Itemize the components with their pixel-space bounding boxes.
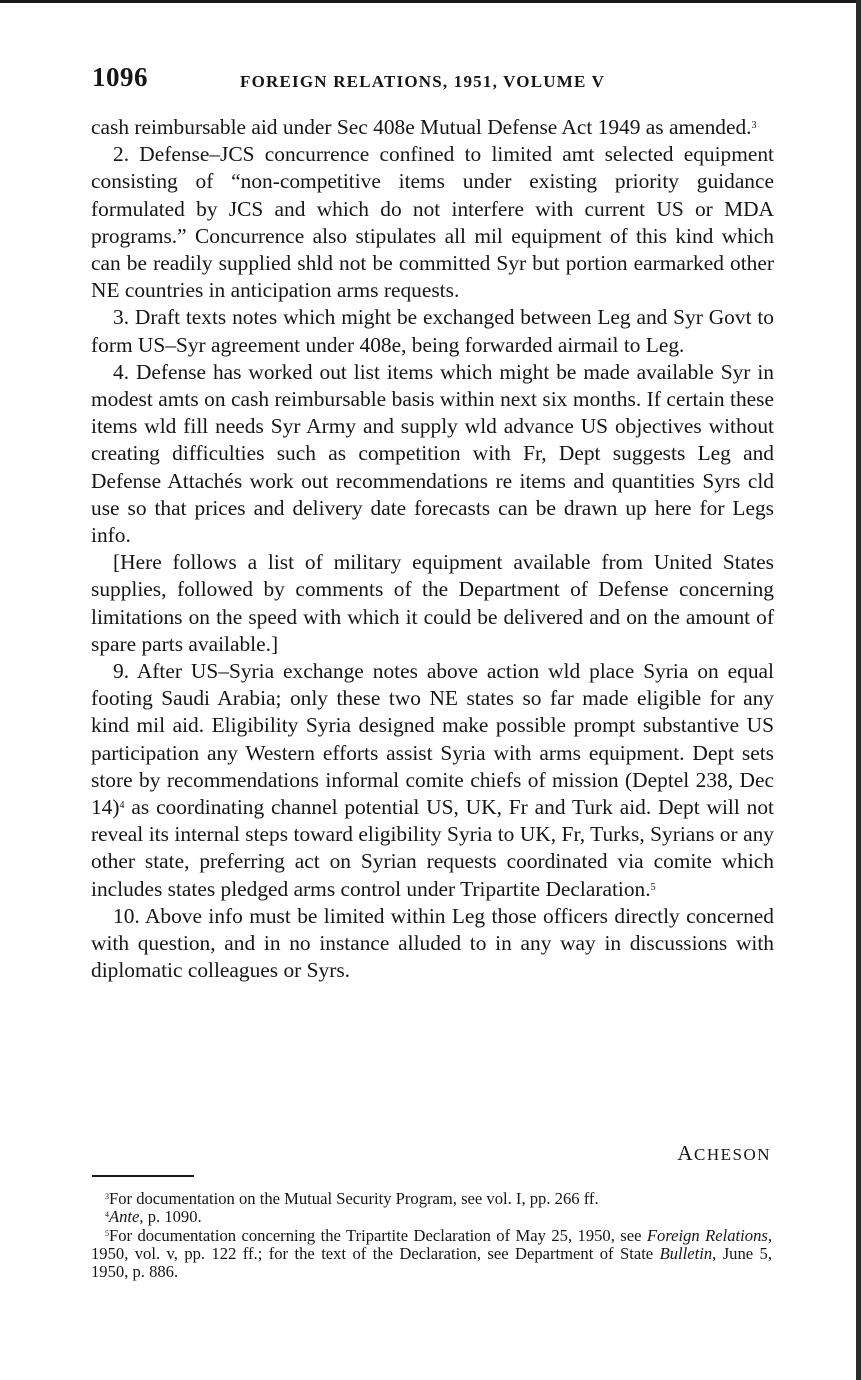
document-body bbox=[91, 114, 774, 985]
editorial-note-paragraph: [Here follows a list of military equipment available from United States supplies, followed by comments of the Department of Defense concerning limitations on the speed with which it could be delivered and on the amount of spare parts available.] bbox=[91, 550, 774, 656]
page-header bbox=[92, 62, 772, 102]
page-number: 1096 bbox=[92, 62, 148, 92]
paragraph-4: 4. Defense has worked out list items which might be made available Syr in modest amts on cash reimbursable basis within next six months. If certain these items wld fill needs Syr Army and supply wld advance US objectives without creating difficulties such as competition with Fr, Dept suggests Leg and Defense Attachés work out recommendations re items and quantities Syrs cld use so that prices and delivery date forecasts can be drawn up here for Legs info. bbox=[91, 359, 774, 548]
paragraph-2: 2. Defense–JCS concurrence confined to limited amt selected equipment consisting of “non-competitive items under existing priority guidance formulated by JCS and which do not interfere with current US or MDA programs.” Concurrence also stipulates all mil equipment of this kind which can be readily supplied shld not be committed Syr but portion earmarked other NE countries in anticipation arms requests. bbox=[91, 142, 774, 303]
footnote-mark-3: 3 bbox=[105, 1192, 109, 1201]
paragraph-9-part1: 9. After US–Syria exchange notes above action wld place Syria on equal footing Saudi Arabia; only these two NE states so far made eligible for any kind mil aid. Eligibility Syria designed make possible prompt substantive US participation any Western efforts assist Syria with arms equipment. Dept sets store by recommendations informal comite chiefs of mission (Deptel 238, Dec 14) bbox=[91, 659, 774, 820]
footnote-mark-4: 4 bbox=[105, 1210, 109, 1220]
footnote-ref-5[interactable]: 5 bbox=[650, 881, 656, 893]
running-title: FOREIGN RELATIONS, 1951, VOLUME V bbox=[240, 72, 606, 91]
signature-initial: A bbox=[677, 1141, 694, 1165]
paragraph-3: 3. Draft texts notes which might be exchanged between Leg and Syr Govt to form US–Syr agreement under 408e, being forwarded airmail to Leg. bbox=[91, 305, 774, 357]
page-top-edge bbox=[0, 0, 861, 3]
footnote-5-text-b: , 1950, vol. v, pp. 122 ff.; for the text of the Declaration, see Department of State bbox=[91, 1225, 772, 1263]
signature-rest: CHESON bbox=[693, 1145, 771, 1164]
paragraph-9-part2: as coordinating channel potential US, UK, Fr and Turk aid. Dept will not reveal its internal steps toward eligibility Syria to UK, Fr, Turks, Syrians or any other state, preferring act on Syrian requests coordinated via comite which includes states pledged arms control under Tripartite Declaration. bbox=[91, 795, 774, 901]
footnote-4-italic: Ante bbox=[109, 1207, 140, 1227]
page-right-edge bbox=[856, 0, 861, 1380]
footnote-5-text-a: For documentation concerning the Tripartite Declaration of May 25, 1950, see bbox=[109, 1225, 647, 1245]
signature-acheson bbox=[600, 1141, 771, 1166]
paragraph-1-text: cash reimbursable aid under Sec 408e Mutual Defense Act 1949 as amended. bbox=[91, 115, 752, 139]
paragraph-10: 10. Above info must be limited within Leg those officers directly concerned with question, and in no instance alluded to in any way in discussions with diplomatic colleagues or Syrs. bbox=[91, 903, 774, 983]
footnote-ref-4[interactable]: 4 bbox=[119, 800, 125, 812]
footnote-mark-5: 5 bbox=[105, 1228, 109, 1238]
footnote-5-italic-a: Foreign Relations bbox=[646, 1225, 768, 1245]
paragraph-1-continuation bbox=[91, 114, 774, 141]
footnote-5-italic-b: Bulletin bbox=[659, 1243, 713, 1263]
footnote-5-text-c: , June 5, 1950, p. 886. bbox=[91, 1243, 772, 1282]
footnote-4-text: , p. 1090. bbox=[139, 1207, 202, 1227]
paragraph-9 bbox=[91, 658, 774, 903]
footnote-3 bbox=[91, 1190, 772, 1208]
footnote-ref-3[interactable]: 3 bbox=[751, 120, 757, 131]
footnote-4 bbox=[91, 1208, 772, 1226]
footnote-3-text: For documentation on the Mutual Security Program, see vol. I, pp. 266 ff. bbox=[109, 1189, 599, 1208]
footnotes bbox=[91, 1190, 772, 1281]
footnote-5 bbox=[91, 1227, 772, 1282]
footnote-divider bbox=[92, 1175, 194, 1177]
